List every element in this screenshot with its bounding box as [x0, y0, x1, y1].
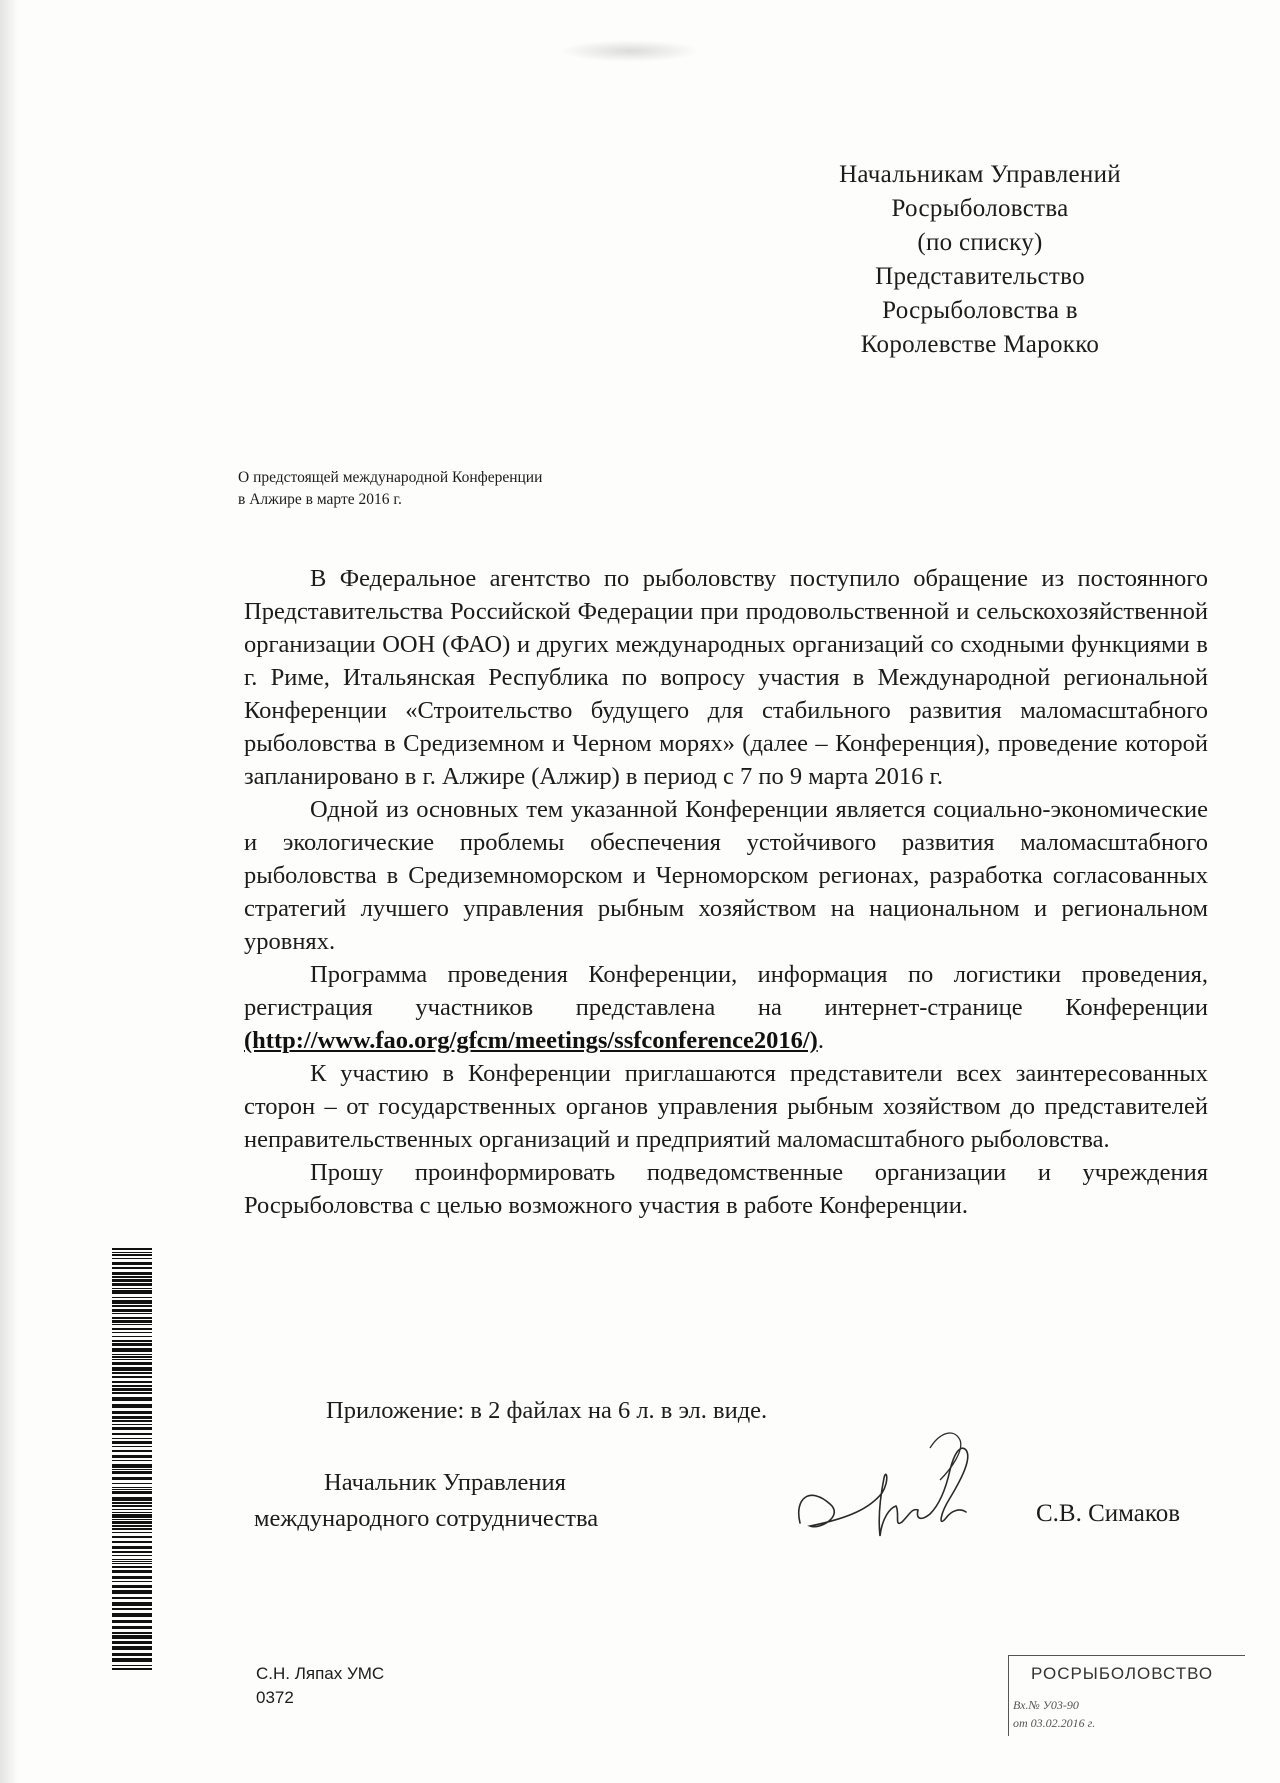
barcode-bar	[112, 1477, 152, 1480]
barcode-bar	[112, 1324, 152, 1325]
barcode-bar	[112, 1385, 152, 1387]
conference-link[interactable]: (http://www.fao.org/gfcm/meetings/ssfconference2016/)	[244, 1027, 818, 1054]
letter-body	[244, 562, 1208, 1222]
barcode-bar	[112, 1497, 152, 1501]
barcode-bar	[112, 1450, 152, 1452]
barcode-bar	[112, 1416, 152, 1419]
barcode-bar	[112, 1392, 152, 1394]
barcode-bar	[112, 1332, 152, 1333]
barcode-bar	[112, 1491, 152, 1494]
barcode-bar	[112, 1376, 152, 1378]
body-paragraph: Одной из основных тем указанной Конференции является социально-экономические и экологические проблемы обеспечения устойчивого развития маломасштабного рыболовства в Средиземноморском и Черноморском регионах, разработка согласованных стратегий лучшего управления рыбным хозяйством на национальном и региональном уровнях.	[244, 796, 1208, 955]
barcode-bar	[112, 1288, 152, 1289]
body-paragraph: Прошу проинформировать подведомственные организации и учреждения Росрыболовства с целью возможного участия в работе Конференции.	[244, 1159, 1208, 1219]
addressee-line: Росрыболовства	[891, 195, 1069, 222]
barcode-bar	[112, 1576, 152, 1579]
barcode-bar	[112, 1668, 152, 1670]
barcode-bar	[112, 1313, 152, 1314]
addressee-line: Королевстве Марокко	[860, 331, 1100, 358]
barcode-bar	[112, 1620, 152, 1623]
stamp-title: РОСРЫБОЛОВСТВО	[1031, 1664, 1214, 1683]
barcode-bar	[112, 1254, 152, 1256]
barcode-bar	[112, 1427, 152, 1430]
barcode-bar	[112, 1551, 152, 1553]
barcode-bar	[112, 1438, 152, 1439]
stamp-number: Вх.№ У03-90	[1013, 1698, 1079, 1712]
executor-phone: 0372	[256, 1688, 294, 1707]
barcode-bar	[112, 1272, 152, 1275]
barcode-bar	[112, 1388, 152, 1391]
barcode-bar	[112, 1309, 152, 1312]
barcode-bar	[112, 1658, 152, 1662]
barcode	[112, 1248, 152, 1670]
barcode-bar	[112, 1404, 152, 1408]
barcode-bar	[112, 1471, 152, 1474]
subject-line: О предстоящей международной Конференции	[238, 469, 543, 486]
barcode-bar	[112, 1626, 152, 1629]
handwritten-signature	[790, 1418, 1010, 1558]
barcode-bar	[112, 1455, 152, 1458]
barcode-bar	[112, 1279, 152, 1282]
barcode-bar	[112, 1489, 152, 1490]
barcode-bar	[112, 1397, 152, 1401]
barcode-bar	[112, 1367, 152, 1371]
body-paragraph-with-link	[244, 958, 1208, 1057]
barcode-bar	[112, 1528, 152, 1530]
barcode-bar	[112, 1546, 152, 1549]
barcode-bar	[112, 1487, 152, 1488]
scan-smudge	[560, 40, 700, 62]
barcode-bar	[112, 1532, 152, 1533]
barcode-bar	[112, 1505, 152, 1507]
barcode-bar	[112, 1336, 152, 1337]
barcode-bar	[112, 1359, 152, 1360]
barcode-bar	[112, 1559, 152, 1560]
executor-block	[256, 1662, 384, 1710]
barcode-bar	[112, 1563, 152, 1564]
barcode-bar	[112, 1541, 152, 1543]
barcode-bar	[112, 1446, 152, 1447]
barcode-bar	[112, 1252, 152, 1253]
stamp-date: от 03.02.2016 г.	[1013, 1716, 1096, 1730]
barcode-bar	[112, 1469, 152, 1470]
barcode-bar	[112, 1354, 152, 1355]
barcode-bar	[112, 1613, 152, 1617]
addressee-line: (по списку)	[917, 229, 1043, 256]
barcode-bar	[112, 1248, 152, 1250]
barcode-bar	[112, 1317, 152, 1319]
barcode-bar	[112, 1328, 152, 1330]
barcode-bar	[112, 1320, 152, 1323]
barcode-bar	[112, 1300, 152, 1304]
barcode-bar	[112, 1343, 152, 1346]
addressee-block	[770, 158, 1190, 362]
barcode-bar	[112, 1581, 152, 1582]
barcode-bar	[112, 1570, 152, 1573]
barcode-bar	[112, 1283, 152, 1286]
barcode-bar	[112, 1602, 152, 1606]
barcode-bar	[112, 1536, 152, 1538]
barcode-bar	[112, 1590, 152, 1594]
paragraph-text: .	[817, 1027, 824, 1054]
signatory-name: С.В. Симаков	[1036, 1500, 1181, 1527]
barcode-bar	[112, 1262, 152, 1265]
barcode-bar	[112, 1372, 152, 1374]
scan-edge-shadow	[0, 0, 18, 1783]
barcode-bar	[112, 1267, 152, 1269]
barcode-bar	[112, 1424, 152, 1425]
signatory-title-line: международного сотрудничества	[254, 1505, 599, 1532]
barcode-bar	[112, 1608, 152, 1610]
barcode-bar	[112, 1514, 152, 1518]
barcode-bar	[112, 1258, 152, 1259]
executor-name: С.Н. Ляпах УМС	[256, 1664, 385, 1683]
addressee-line: Представительство	[875, 263, 1085, 290]
barcode-bar	[112, 1305, 152, 1307]
barcode-bar	[112, 1356, 152, 1358]
barcode-bar	[112, 1512, 152, 1513]
barcode-bar	[112, 1460, 152, 1461]
barcode-bar	[112, 1411, 152, 1414]
barcode-bar	[112, 1653, 152, 1656]
barcode-bar	[112, 1665, 152, 1666]
barcode-bar	[112, 1632, 152, 1634]
barcode-bar	[112, 1635, 152, 1639]
barcode-bar	[112, 1381, 152, 1383]
registration-stamp	[1008, 1655, 1245, 1736]
paragraph-text: Программа проведения Конференции, информация по логистики проведения, регистрация участников представлена на интернет-странице Конференции	[244, 961, 1208, 1021]
barcode-bar	[112, 1519, 152, 1520]
barcode-bar	[112, 1502, 152, 1504]
barcode-bar	[112, 1362, 152, 1365]
barcode-bar	[112, 1521, 152, 1524]
barcode-bar	[112, 1566, 152, 1568]
barcode-bar	[112, 1641, 152, 1644]
barcode-bar	[112, 1464, 152, 1468]
signatory-title	[254, 1465, 598, 1537]
barcode-bar	[112, 1525, 152, 1527]
barcode-bar	[112, 1340, 152, 1342]
barcode-bar	[112, 1420, 152, 1422]
barcode-bar	[112, 1276, 152, 1278]
barcode-bar	[112, 1348, 152, 1352]
barcode-bar	[112, 1585, 152, 1588]
barcode-bar	[112, 1509, 152, 1510]
barcode-bar	[112, 1555, 152, 1556]
barcode-bar	[112, 1297, 152, 1298]
barcode-bar	[112, 1433, 152, 1435]
body-paragraph: К участию в Конференции приглашаются представители всех заинтересованных сторон – от государственных органов управления рыбным хозяйством до представителей неправительственных организаций и предприятий маломасштабного рыболовства.	[244, 1060, 1208, 1153]
body-paragraph: В Федеральное агентство по рыболовству поступило обращение из постоянного Представительства Российской Федерации при продовольственной и сельскохозяйственной организации ООН (ФАО) и других международных организаций со сходными функциями в г. Риме, Итальянская Республика по вопросу участия в Международной региональной Конференции «Строительство будущего для стабильного развития маломасштабного рыболовства в Средиземном и Черном морях» (далее – Конференция), проведение которой запланировано в г. Алжире (Алжир) в период с 7 по 9 марта 2016 г.	[244, 565, 1208, 790]
subject-block	[238, 467, 542, 511]
addressee-line: Росрыболовства в	[882, 297, 1078, 324]
subject-line: в Алжире в марте 2016 г.	[238, 491, 402, 508]
addressee-line: Начальникам Управлений	[839, 161, 1121, 188]
barcode-bar	[112, 1483, 152, 1484]
barcode-bar	[112, 1561, 152, 1562]
barcode-bar	[112, 1290, 152, 1294]
barcode-bar	[112, 1597, 152, 1599]
attachment-note: Приложение: в 2 файлах на 6 л. в эл. виде.	[326, 1397, 768, 1424]
barcode-bar	[112, 1646, 152, 1650]
signatory-title-line: Начальник Управления	[324, 1469, 566, 1496]
barcode-bar	[112, 1441, 152, 1444]
